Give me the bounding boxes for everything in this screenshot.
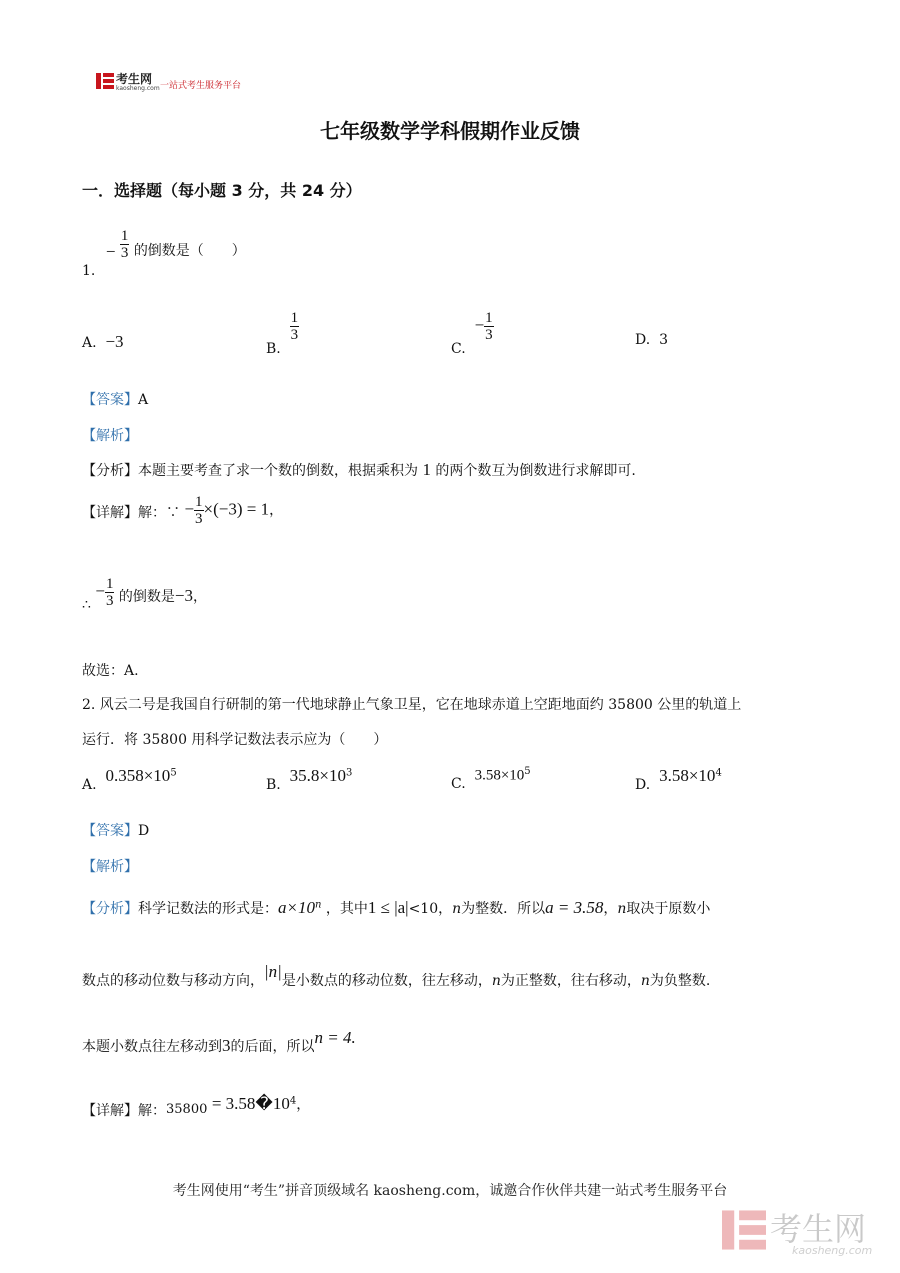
q1-stem: 1. − $\frac{1}{3}$ 的倒数是（ ） bbox=[82, 228, 246, 279]
watermark-logo-icon bbox=[722, 1208, 766, 1252]
q2-answer: 【答案】D bbox=[82, 823, 150, 839]
q1-option-c: C. − $\frac{1}{3}$ bbox=[451, 310, 493, 357]
q1-therefore: ∴ − $\frac{1}{3}$ 的倒数是−3， bbox=[82, 576, 208, 613]
q2-stem-line1: 2. 风云二号是我国自行研制的第一代地球静止气象卫星，它在地球赤道上空距地面约 35800 公里的轨道上 bbox=[82, 697, 742, 713]
q2-analysis-line2: 数点的移动位数与移动方向，|n|是小数点的移动位数，往左移动，n为正整数，往右移动，n为负整数. bbox=[82, 962, 711, 989]
q2-analysis-heading: 【解析】 bbox=[82, 859, 138, 875]
q1-analysis-heading: 【解析】 bbox=[82, 428, 138, 444]
logo-domain: kaosheng.com bbox=[116, 85, 160, 92]
q2-option-b: B. $35.8\times 10^3$ bbox=[266, 766, 353, 793]
q1-analysis-text: 【分析】本题主要考查了求一个数的倒数，根据乘积为 1 的两个数互为倒数进行求解即可. bbox=[82, 460, 636, 479]
q2-option-c: C. $3.58\times 10^5$ bbox=[451, 766, 531, 792]
q2-stem-line2: 运行．将 35800 用科学记数法表示应为（ ） bbox=[82, 732, 388, 748]
q1-option-b: B. $\frac{1}{3}$ bbox=[266, 310, 299, 357]
q2-analysis-line3: 本题小数点往左移动到3的后面，所以n = 4. bbox=[82, 1028, 356, 1055]
page-footer: 考生网使用“考生”拼音顶级域名 kaosheng.com，诚邀合作伙伴共建一站式考生服务平台 bbox=[172, 1183, 728, 1199]
logo-text: 考生网 bbox=[116, 72, 153, 86]
q1-answer: 【答案】A bbox=[82, 392, 149, 408]
q1-option-d: D. 3 bbox=[635, 332, 669, 348]
section-heading: 一．选择题（每小题 3 分，共 24 分） bbox=[82, 181, 362, 200]
q2-option-a: A. $0.358\times 10^5$ bbox=[82, 766, 177, 793]
q1-fraction: $\frac{1}{3}$ bbox=[120, 228, 129, 261]
watermark-text: 考生网 bbox=[770, 1210, 867, 1248]
kaosheng-logo-icon bbox=[96, 72, 114, 90]
q1-choice: 故选：A. bbox=[82, 663, 139, 679]
page-title: 七年级数学学科假期作业反馈 bbox=[320, 119, 580, 143]
q2-analysis-line1: 【分析】科学记数法的形式是：$a\times 10^n$ ，其中1 ≤ |a|<10，n为整数．所以a = 3.58，n取决于原数小 bbox=[82, 898, 711, 917]
q1-detail: 【详解】解：∵ − $\frac{1}{3}$ ×(−3) = 1， bbox=[82, 494, 284, 527]
q2-option-d: D. $3.58\times 10^4$ bbox=[635, 766, 722, 793]
watermark-domain: kaosheng.com bbox=[792, 1244, 873, 1257]
q2-detail: 【详解】解：$35800 = 3.58�10^4$， bbox=[82, 1094, 311, 1119]
q1-option-a: A. −3 bbox=[82, 332, 124, 351]
logo-slogan: 一站式考生服务平台 bbox=[160, 81, 242, 91]
